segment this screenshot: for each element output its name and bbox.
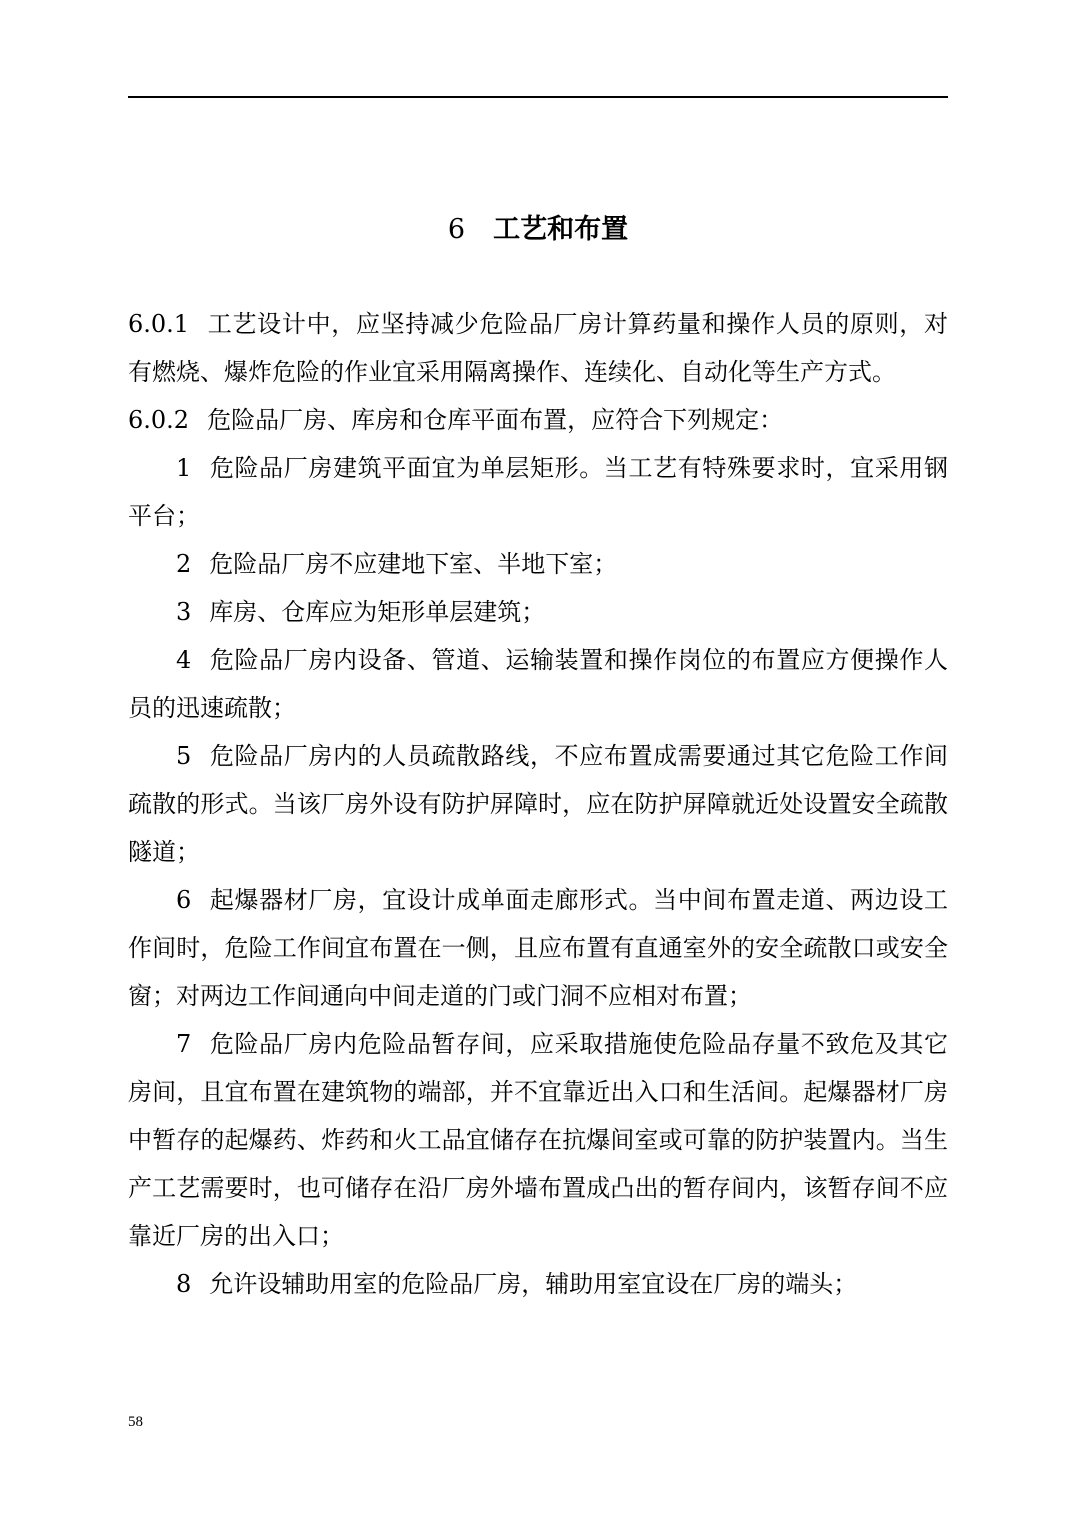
item-text: 危险品厂房内危险品暂存间，应采取措施使危险品存量不致危及其它房间，且宜布置在建筑物的端部，并不宜靠近出入口和生活间。起爆器材厂房中暂存的起爆药、炸药和火工品宜储存在抗爆间室或可靠的防护装置内。当生产工艺需要时，也可储存在沿厂房外墙布置成凸出的暂存间内，该暂存间不应靠近厂房的出入口； [128,1030,948,1250]
list-item-5 [128,732,948,876]
item-number: 8 [176,1270,192,1298]
list-item-7 [128,1020,948,1260]
chapter-number: 6 [447,214,466,245]
clause-6-0-2 [128,396,948,444]
list-item-8 [128,1260,948,1308]
item-text: 允许设辅助用室的危险品厂房，辅助用室宜设在厂房的端头； [209,1270,858,1298]
item-text: 危险品厂房不应建地下室、半地下室； [209,550,618,578]
clause-text: 危险品厂房、库房和仓库平面布置，应符合下列规定： [207,406,784,434]
item-number: 3 [176,598,192,626]
item-text: 起爆器材厂房，宜设计成单面走廊形式。当中间布置走道、两边设工作间时，危险工作间宜布置在一侧，且应布置有直通室外的安全疏散口或安全窗；对两边工作间通向中间走道的门或门洞不应相对布置； [128,886,948,1010]
header-rule [128,96,948,98]
list-item-4 [128,636,948,732]
item-number: 2 [176,550,192,578]
list-item-1 [128,444,948,540]
list-item-6 [128,876,948,1020]
clause-number: 6.0.1 [128,310,190,338]
page-number: 58 [128,1414,143,1430]
item-text: 危险品厂房建筑平面宜为单层矩形。当工艺有特殊要求时，宜采用钢平台； [128,454,948,530]
item-number: 4 [176,646,192,674]
clause-number: 6.0.2 [128,406,190,434]
item-number: 6 [176,886,192,914]
item-text: 危险品厂房内设备、管道、运输装置和操作岗位的布置应方便操作人员的迅速疏散； [128,646,948,722]
item-number: 5 [176,742,192,770]
list-item-3 [128,588,948,636]
item-text: 库房、仓库应为矩形单层建筑； [209,598,546,626]
chapter-heading [128,208,948,252]
item-number: 1 [176,454,192,482]
item-number: 7 [176,1030,192,1058]
clause-6-0-1 [128,300,948,396]
document-body [128,300,948,1308]
item-text: 危险品厂房内的人员疏散路线，不应布置成需要通过其它危险工作间疏散的形式。当该厂房外设有防护屏障时，应在防护屏障就近处设置安全疏散隧道； [128,742,948,866]
list-item-2 [128,540,948,588]
clause-text: 工艺设计中，应坚持减少危险品厂房计算药量和操作人员的原则，对有燃烧、爆炸危险的作业宜采用隔离操作、连续化、自动化等生产方式。 [128,310,948,386]
chapter-title: 工艺和布置 [493,214,629,245]
